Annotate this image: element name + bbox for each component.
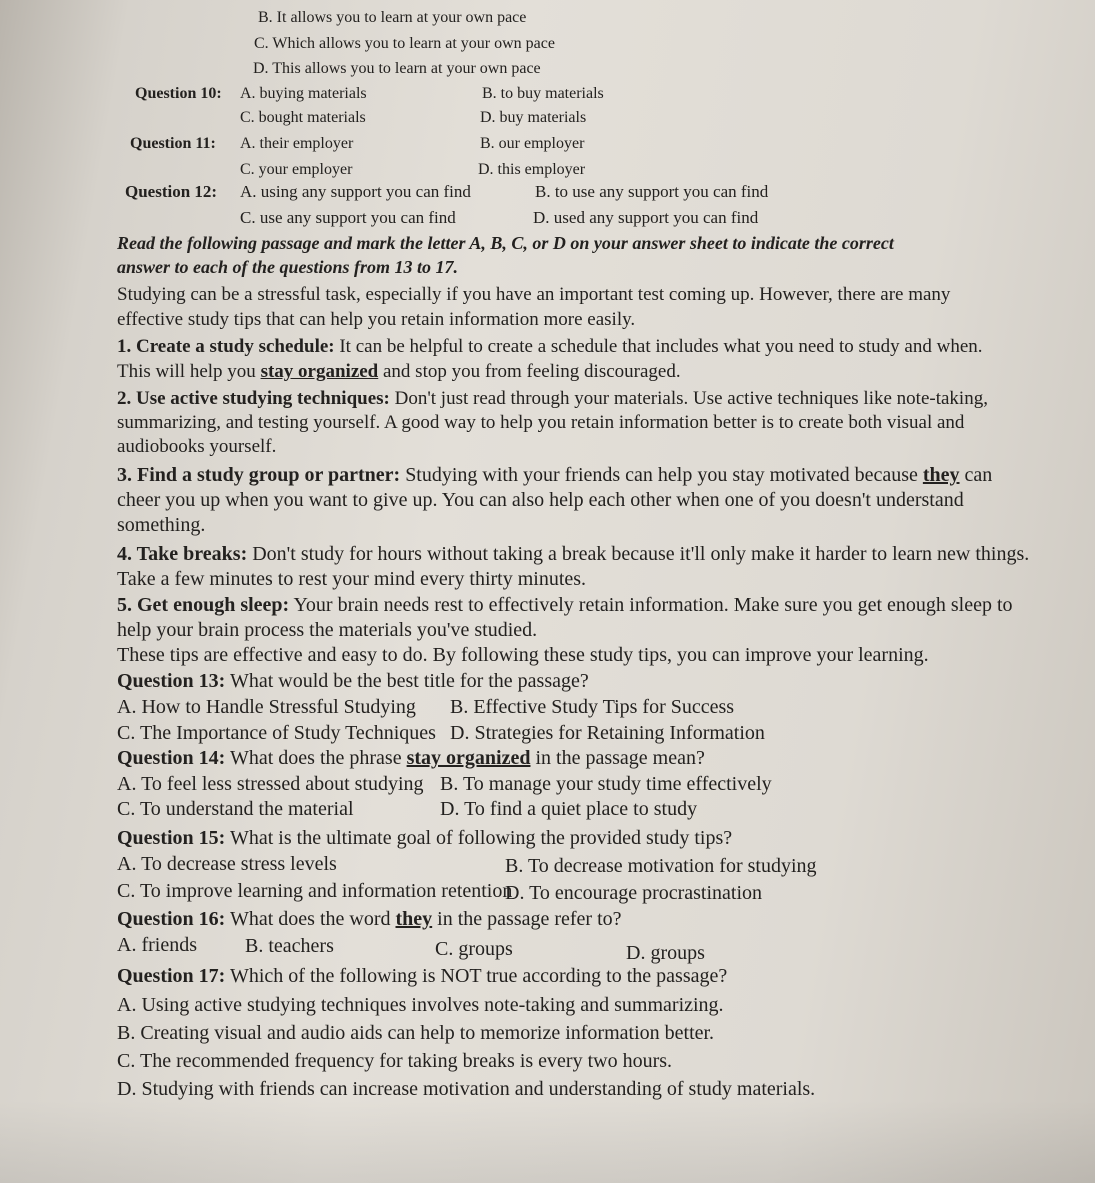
tip-4-line-1 [117,544,1029,564]
tip-5-text: Your brain needs rest to effectively retain information. Make sure you get enough sleep to [289,594,1013,616]
q12-option-d: D. used any support you can find [533,208,759,227]
instruction-line-2: answer to each of the questions from 13 to 17. [117,257,459,277]
tip-2-text: Don't just read through your materials. Use active techniques like note-taking, [389,388,988,409]
passage-intro-line-2: effective study tips that can help you retain information more easily. [117,309,636,330]
passage-intro-line-1: Studying can be a stressful task, especially if you have an important test coming up. However, there are many [117,284,951,305]
q14-text-pre: What does the phrase [225,747,407,769]
tip-2-line-3: audiobooks yourself. [117,436,277,457]
tip-4-text: Don't study for hours without taking a break because it'll only make it harder to learn new things. [247,543,1030,565]
q14-option-d: D. To find a quiet place to study [440,798,698,820]
q11-label: Question 11: [130,135,216,152]
q15-label: Question 15: [117,827,226,849]
q16-label: Question 16: [117,908,226,930]
q13-option-a: A. How to Handle Stressful Studying [117,696,416,718]
q15-option-a: A. To decrease stress levels [117,853,337,875]
q17-label: Question 17: [117,965,226,987]
q13-option-d: D. Strategies for Retaining Information [450,722,765,744]
passage-conclusion: These tips are effective and easy to do. By following these study tips, you can improve your learning. [117,644,929,666]
q13-option-b: B. Effective Study Tips for Success [450,696,735,718]
q14-option-b: B. To manage your study time effectively [440,773,772,795]
q14-option-c: C. To understand the material [117,798,354,820]
q16-option-d: D. groups [626,942,705,964]
tip-4-line-2: Take a few minutes to rest your mind every thirty minutes. [117,568,587,590]
q14-underlined-phrase: stay organized [406,747,531,769]
tip-1-text: It can be helpful to create a schedule that includes what you need to study and when. [334,336,983,357]
tip-3-line-1 [117,465,992,485]
tip-3-line-3: something. [117,514,206,536]
tip-2-line-2: summarizing, and testing yourself. A good way to help you retain information better is to create both visual and [117,412,965,433]
stay-organized-underlined: stay organized [260,361,379,382]
q14-text-post: in the passage mean? [530,747,705,769]
q10-option-c: C. bought materials [240,109,366,126]
q15-option-d: D. To encourage procrastination [505,882,763,904]
q11-option-b: B. our employer [480,135,585,152]
q15-text: What is the ultimate goal of following the provided study tips? [225,827,733,849]
tip-4-title: 4. Take breaks: [117,543,248,565]
q17-option-c: C. The recommended frequency for taking breaks is every two hours. [117,1050,673,1072]
q14-option-a: A. To feel less stressed about studying [117,773,424,795]
q16-stem [117,909,622,929]
q13-text: What would be the best title for the passage? [225,670,589,692]
q10-option-d: D. buy materials [480,109,587,126]
q11-option-a: A. their employer [240,135,354,152]
q11-option-d: D. this employer [478,161,586,178]
q13-option-c: C. The Importance of Study Techniques [117,722,436,744]
tip-5-line-2: help your brain process the materials you've studied. [117,619,538,641]
tip-1-line-2-post: and stop you from feeling discouraged. [378,361,681,382]
q17-option-d: D. Studying with friends can increase motivation and understanding of study materials. [117,1078,816,1100]
q13-stem [117,671,589,691]
q15-option-c: C. To improve learning and information retention [117,880,513,902]
q12-option-b: B. to use any support you can find [535,182,769,201]
q17-stem [117,966,727,986]
page-shadow [0,1100,1095,1183]
q12-option-c: C. use any support you can find [240,208,456,227]
q12-option-a: A. using any support you can find [240,182,471,201]
q16-underlined-word: they [395,908,433,930]
q11-option-c: C. your employer [240,161,353,178]
tip-1-line-2-pre: This will help you [117,361,261,382]
q15-option-b: B. To decrease motivation for studying [505,855,817,877]
tip-1-line-2 [117,362,681,381]
q9-option-d: D. This allows you to learn at your own pace [253,60,541,77]
q16-option-c: C. groups [435,938,513,960]
tip-3-text-end: can [959,464,993,486]
q16-text-pre: What does the word [225,908,396,930]
q16-option-a: A. friends [117,934,197,956]
tip-2-title: 2. Use active studying techniques: [117,388,390,409]
q9-option-b: B. It allows you to learn at your own pace [258,9,527,26]
tip-3-title: 3. Find a study group or partner: [117,464,401,486]
tip-3-text: Studying with your friends can help you stay motivated because [400,464,923,486]
tip-1-line-1 [117,337,983,356]
q12-label: Question 12: [125,182,218,201]
q16-text-post: in the passage refer to? [432,908,622,930]
q10-option-b: B. to buy materials [482,85,604,102]
q10-option-a: A. buying materials [240,85,367,102]
q15-stem [117,828,732,848]
q10-label: Question 10: [135,85,222,102]
they-underlined: they [922,464,960,486]
q13-label: Question 13: [117,670,226,692]
q9-option-c: C. Which allows you to learn at your own pace [254,35,555,52]
q14-stem [117,748,705,768]
tip-3-line-2: cheer you up when you want to give up. You can also help each other when one of you doesn't understand [117,489,964,511]
q17-option-a: A. Using active studying techniques involves note-taking and summarizing. [117,994,724,1016]
tip-1-title: 1. Create a study schedule: [117,336,335,357]
q16-option-b: B. teachers [245,935,334,957]
q14-label: Question 14: [117,747,226,769]
q17-option-b: B. Creating visual and audio aids can help to memorize information better. [117,1022,715,1044]
tip-5-line-1 [117,595,1013,615]
q17-text: Which of the following is NOT true according to the passage? [225,965,728,987]
instruction-line-1: Read the following passage and mark the letter A, B, C, or D on your answer sheet to indicate the correct [117,233,894,253]
tip-2-line-1 [117,389,988,408]
tip-5-title: 5. Get enough sleep: [117,594,290,616]
